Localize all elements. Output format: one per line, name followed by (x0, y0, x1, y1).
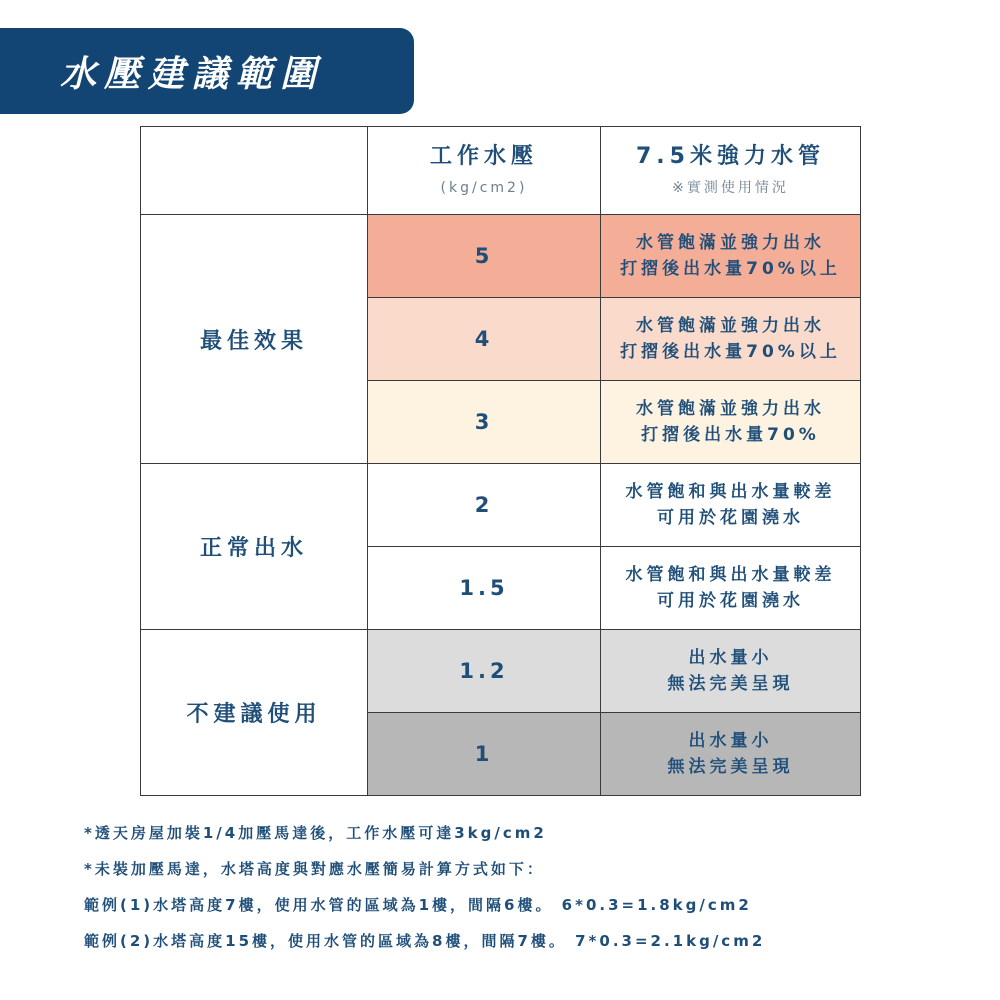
description-cell (601, 298, 861, 381)
page-title: 水壓建議範圍 (60, 54, 325, 95)
pressure-cell (368, 215, 601, 298)
description-line: 水管飽滿並強力出水 (636, 399, 825, 419)
group-cell-normal (141, 464, 368, 630)
hose-column-title: 7.5米強力水管 (636, 143, 825, 169)
pressure-value: 3 (474, 410, 494, 434)
description-cell (601, 381, 861, 464)
description-line: 水管飽滿並強力出水 (636, 233, 825, 253)
description-line: 出水量小 (688, 648, 773, 668)
pressure-cell (368, 630, 601, 713)
pressure-cell (368, 381, 601, 464)
table-row (141, 215, 861, 298)
description-line: 打摺後出水量70%以上 (620, 342, 841, 362)
description-line: 出水量小 (688, 731, 773, 751)
description-cell (601, 547, 861, 630)
pressure-table (140, 126, 861, 796)
pressure-value: 5 (474, 244, 494, 268)
table-row (141, 630, 861, 713)
description-cell (601, 713, 861, 796)
group-label: 最佳效果 (199, 328, 308, 354)
description-line: 水管飽和與出水量較差 (625, 565, 836, 585)
note-line: *未裝加壓馬達，水塔高度與對應水壓簡易計算方式如下： (84, 860, 545, 878)
description-line: 打摺後出水量70%以上 (620, 259, 841, 279)
table-row (141, 464, 861, 547)
note-line: 範例(2)水塔高度15樓，使用水管的區域為8樓，間隔7樓。 7*0.3=2.1kg/cm2 (84, 932, 766, 950)
pressure-cell (368, 547, 601, 630)
description-line: 打摺後出水量70% (641, 425, 820, 445)
description-cell (601, 630, 861, 713)
group-label: 正常出水 (199, 536, 308, 561)
description-line: 水管飽滿並強力出水 (636, 316, 825, 336)
header-pressure-cell (368, 127, 601, 215)
description-line: 水管飽和與出水量較差 (625, 482, 836, 502)
group-cell-not-recommended (141, 630, 368, 796)
notes-section (84, 818, 984, 962)
pressure-value: 4 (474, 327, 494, 351)
title-banner (0, 28, 414, 114)
group-label: 不建議使用 (186, 702, 322, 727)
pressure-cell (368, 298, 601, 381)
description-line: 可用於花園澆水 (657, 591, 804, 611)
pressure-value: 1 (474, 742, 494, 766)
description-cell (601, 464, 861, 547)
description-line: 無法完美呈現 (667, 757, 794, 777)
description-cell (601, 215, 861, 298)
hose-column-note: ※實測使用情況 (672, 179, 789, 196)
pressure-cell (368, 464, 601, 547)
group-cell-best (141, 215, 368, 464)
pressure-value: 1.2 (459, 659, 509, 683)
note-line: *透天房屋加裝1/4加壓馬達後，工作水壓可達3kg/cm2 (84, 824, 547, 842)
pressure-value: 1.5 (459, 576, 509, 600)
pressure-cell (368, 713, 601, 796)
header-empty-cell (141, 127, 368, 215)
description-line: 可用於花園澆水 (657, 508, 804, 528)
pressure-column-title: 工作水壓 (429, 143, 538, 169)
description-line: 無法完美呈現 (667, 674, 794, 694)
table-header-row (141, 127, 861, 215)
pressure-column-unit: (kg/cm2) (440, 179, 528, 196)
note-line: 範例(1)水塔高度7樓，使用水管的區域為1樓，間隔6樓。 6*0.3=1.8kg/cm2 (84, 896, 752, 914)
pressure-value: 2 (474, 493, 494, 517)
header-hose-cell (601, 127, 861, 215)
